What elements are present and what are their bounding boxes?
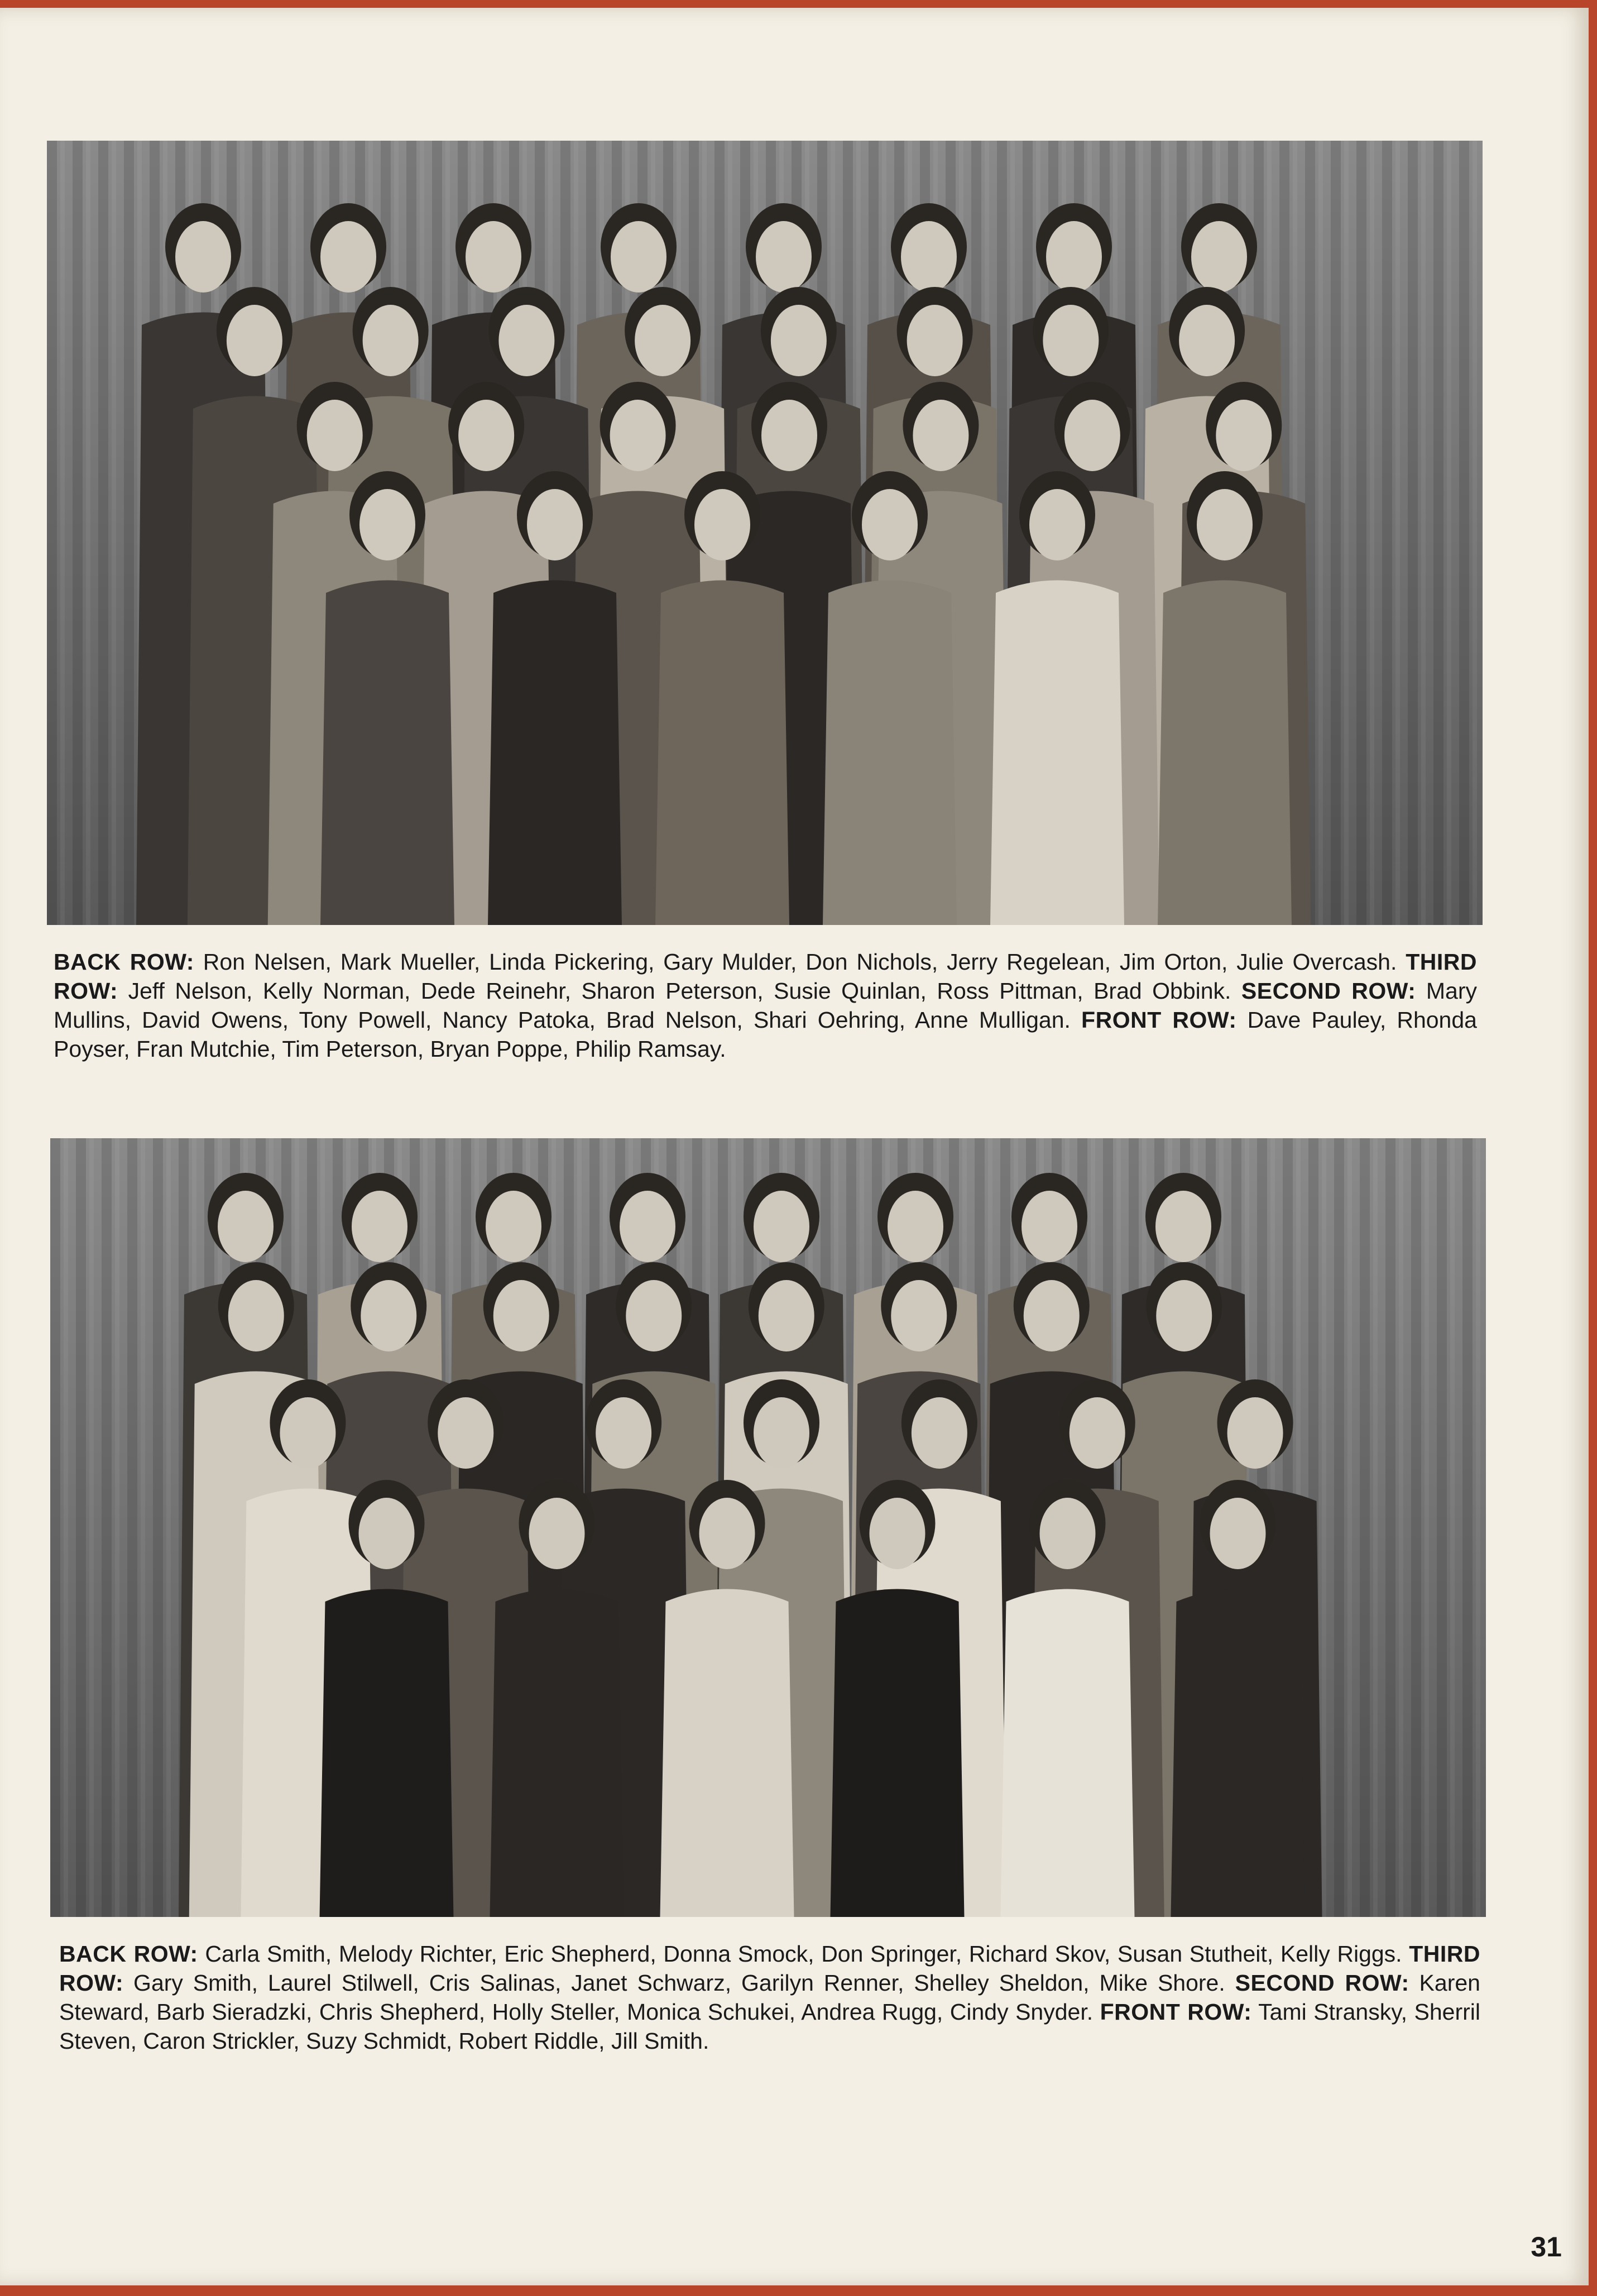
- page-number: 31: [1531, 2231, 1562, 2263]
- caption-row-label: THIRD ROW:: [54, 949, 1477, 1004]
- caption-row-names: Karen Steward, Barb Sieradzki, Chris Shepherd, Holly Steller, Monica Schukei, Andrea Rugg, Cindy Snyder.: [59, 1970, 1480, 2025]
- caption-row-names: Carla Smith, Melody Richter, Eric Shepherd, Donna Smock, Don Springer, Richard Skov, Susan Stutheit, Kelly Riggs.: [205, 1941, 1402, 1967]
- caption-row-names: Mary Mullins, David Owens, Tony Powell, Nancy Patoka, Brad Nelson, Shari Oehring, Anne Mulligan.: [54, 978, 1477, 1033]
- group-photo-image: [47, 141, 1483, 925]
- caption-row-names: Dave Pauley, Rhonda Poyser, Fran Mutchie, Tim Peterson, Bryan Poppe, Philip Ramsay.: [54, 1007, 1477, 1062]
- caption-row-names: Ron Nelsen, Mark Mueller, Linda Pickering, Gary Mulder, Don Nichols, Jerry Regelean, Jim Orton, Julie Overcash.: [203, 949, 1397, 975]
- caption-row-label: SECOND ROW:: [1241, 978, 1416, 1004]
- yearbook-page: [0, 8, 1589, 2285]
- caption-row-label: BACK ROW:: [59, 1941, 198, 1967]
- group-photo-1: [47, 141, 1483, 925]
- caption-row-names: Tami Stransky, Sherril Steven, Caron Strickler, Suzy Schmidt, Robert Riddle, Jill Smith.: [59, 1999, 1480, 2054]
- caption-row-label: THIRD ROW:: [59, 1941, 1480, 1996]
- caption-2: [59, 1939, 1480, 2055]
- caption-row-label: FRONT ROW:: [1081, 1007, 1237, 1033]
- caption-row-label: FRONT ROW:: [1100, 1999, 1252, 2025]
- caption-row-label: BACK ROW:: [54, 949, 194, 975]
- caption-1: [54, 947, 1477, 1063]
- group-photo-image: [50, 1138, 1486, 1917]
- caption-row-label: SECOND ROW:: [1235, 1970, 1409, 1996]
- caption-row-names: Gary Smith, Laurel Stilwell, Cris Salinas, Janet Schwarz, Garilyn Renner, Shelley Sheldon, Mike Shore.: [133, 1970, 1225, 1996]
- caption-row-names: Jeff Nelson, Kelly Norman, Dede Reinehr, Sharon Peterson, Susie Quinlan, Ross Pittman, Brad Obbink.: [128, 978, 1231, 1004]
- group-photo-2: [50, 1138, 1486, 1917]
